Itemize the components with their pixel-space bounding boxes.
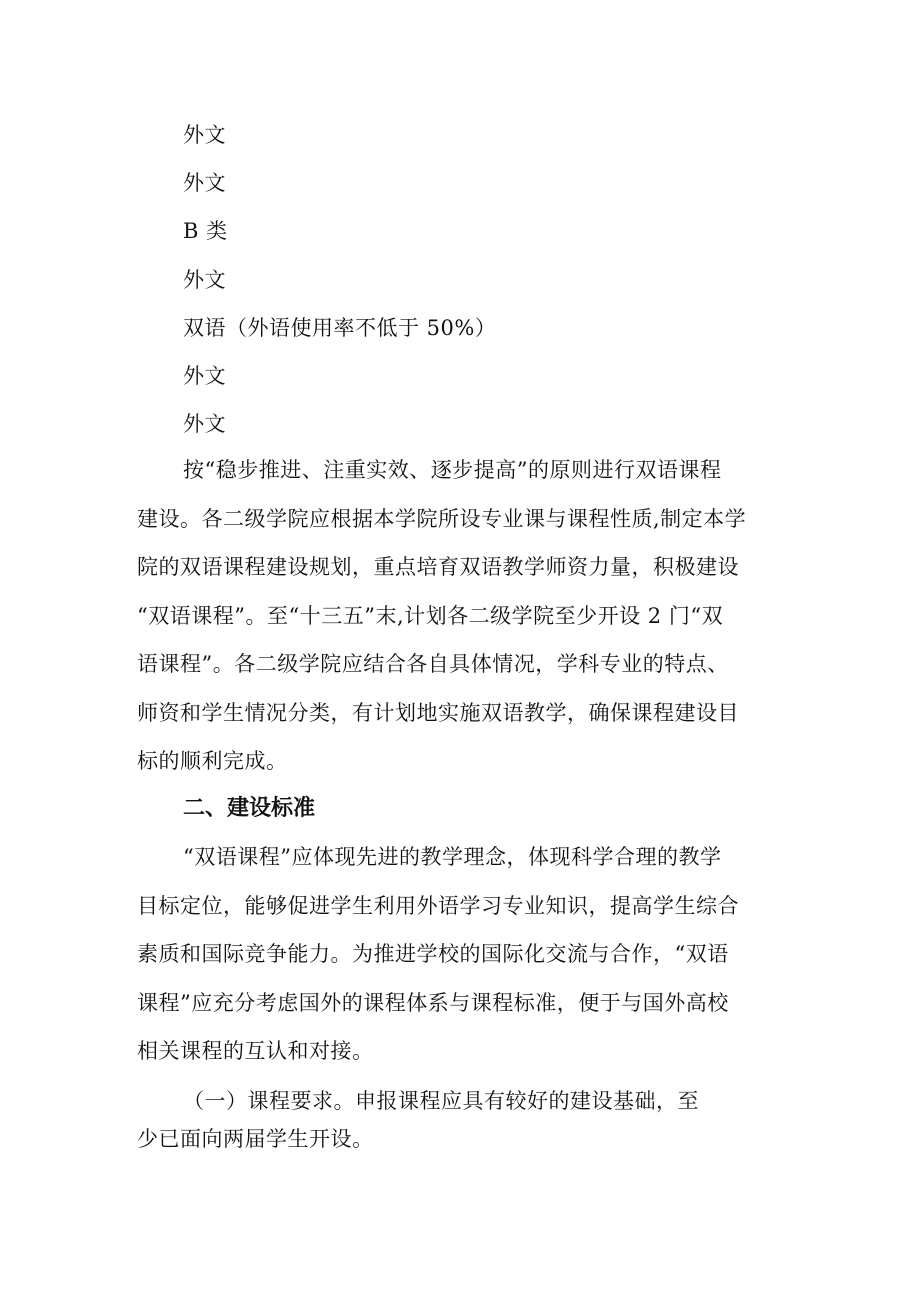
paragraph-line: 按“稳步推进、注重实效、逐步提高”的原则进行双语课程 <box>183 458 722 482</box>
paragraph-line: 标的顺利完成。 <box>137 749 288 773</box>
paragraph-line: 语课程”。各二级学院应结合各自具体情况，学科专业的特点、 <box>137 652 729 676</box>
body-paragraph-course-requirement <box>137 1082 699 1158</box>
body-paragraph-principle <box>137 446 746 786</box>
paragraph-line: 少已面向两届学生开设。 <box>137 1127 374 1151</box>
list-item: B 类 <box>183 219 228 243</box>
paragraph-line: （一）课程要求。申报课程应具有较好的建设基础，至 <box>183 1089 699 1113</box>
list-item: 外文 <box>183 171 226 195</box>
paragraph-line: “双语课程”。至“十三五”末,计划各二级学院至少开设 2 门“双 <box>137 603 724 628</box>
paragraph-line: 素质和国际竞争能力。为推进学校的国际化交流与合作，“双语 <box>137 942 729 966</box>
paragraph-line: 目标定位，能够促进学生利用外语学习专业知识，提高学生综合 <box>137 893 739 918</box>
list-item: 外文 <box>183 268 226 292</box>
list-item: 外文 <box>183 412 226 436</box>
list-item: 双语（外语使用率不低于 50%） <box>183 316 497 340</box>
paragraph-line: “双语课程”应体现先进的教学理念，体现科学合理的教学 <box>183 845 722 869</box>
list-item: 外文 <box>183 364 226 388</box>
paragraph-line: 建设。各二级学院应根据本学院所设专业课与课程性质,制定本学 <box>137 506 747 531</box>
paragraph-line: 相关课程的互认和对接。 <box>137 1039 374 1063</box>
body-paragraph-standard <box>137 833 739 1076</box>
list-item: 外文 <box>183 123 226 147</box>
paragraph-line: 师资和学生情况分类，有计划地实施双语教学，确保课程建设目 <box>137 700 739 725</box>
paragraph-line: 院的双语课程建设规划，重点培育双语教学师资力量，积极建设 <box>137 555 739 579</box>
paragraph-line: 课程”应充分考虑国外的课程体系与课程标准，便于与国外高校 <box>137 990 729 1015</box>
section-heading: 二、建设标准 <box>183 796 316 821</box>
